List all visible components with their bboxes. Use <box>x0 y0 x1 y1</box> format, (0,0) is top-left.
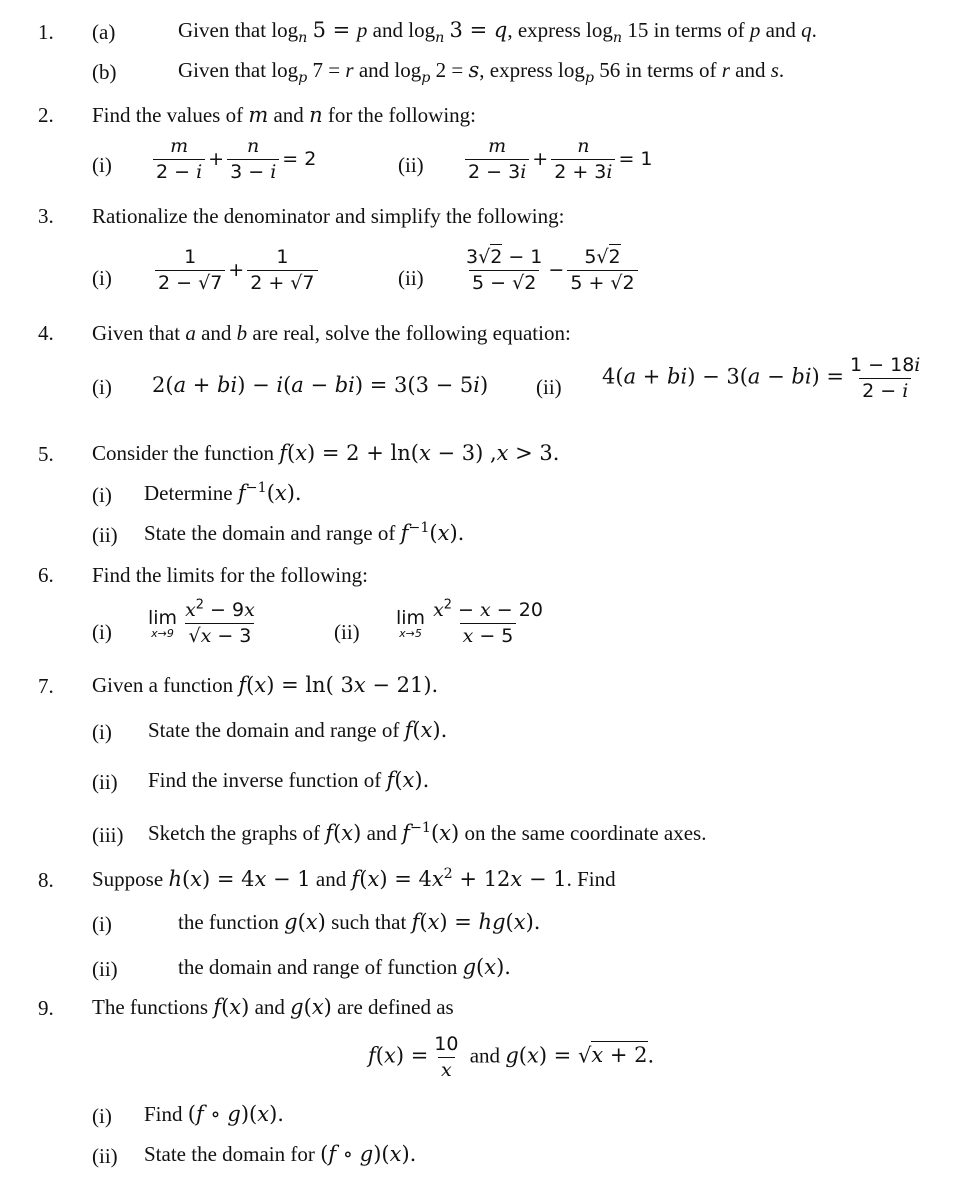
question-8i-text: the function g(x) such that f(x) = hg(x). <box>178 910 541 934</box>
part-label: (ii) <box>398 153 424 177</box>
part-label: (b) <box>92 60 117 84</box>
part-label: (a) <box>92 20 116 44</box>
question-number: 9. <box>38 996 54 1020</box>
part-label: (ii) <box>92 957 118 981</box>
limit-6ii: lim x→5 $\frac{x^2 - x - 20}{x - 5}$ <box>396 597 543 647</box>
question-number: 2. <box>38 103 54 127</box>
question-number: 1. <box>38 20 54 44</box>
part-label: (ii) <box>398 266 424 290</box>
expression-3ii: $\frac{3√2 - 1}{5 - √2}$ − $\frac{5√2}{5 + √2}$ <box>460 248 641 293</box>
part-label: (ii) <box>334 620 360 644</box>
limit-6i: lim x→9 $\frac{x^2 - 9x}{√x - 3}$ <box>148 597 255 647</box>
question-number: 6. <box>38 563 54 587</box>
part-label: (i) <box>92 375 112 399</box>
question-7iii-text: Sketch the graphs of f(x) and $f^{-1}(x)$ on the same coordinate axes. <box>148 820 707 845</box>
function-definitions: f(x) = $\frac{10}{x}$ and g(x) = √x + 2. <box>368 1033 655 1081</box>
question-stem: Given that a and b are real, solve the following equation: <box>92 321 571 345</box>
part-label: (ii) <box>92 1144 118 1168</box>
part-label: (i) <box>92 483 112 507</box>
question-stem: Find the limits for the following: <box>92 563 368 587</box>
part-label: (i) <box>92 912 112 936</box>
equation-2ii: $\frac{m}{2 - 3i}$ + $\frac{n}{2 + 3i}$ = 1 <box>462 137 653 182</box>
part-label: (i) <box>92 266 112 290</box>
part-label: (i) <box>92 153 112 177</box>
question-5i-text: Determine $f^{-1}(x)$. <box>144 480 302 505</box>
question-number: 8. <box>38 868 54 892</box>
question-number: 5. <box>38 442 54 466</box>
part-label: (iii) <box>92 823 124 847</box>
question-1a-text: Given that $\log_n 5 = p$ and $\log_n 3 = q$, express $\log_n 15$ in terms of p and q. <box>178 18 817 47</box>
question-stem: Find the values of m and n for the following: <box>92 103 476 127</box>
question-stem: Given a function f(x) = ln( 3x − 21). <box>92 673 439 697</box>
question-9i-text: Find (f ∘ g)(x). <box>144 1102 284 1126</box>
part-label: (ii) <box>92 770 118 794</box>
question-stem: Rationalize the denominator and simplify the following: <box>92 204 565 228</box>
question-number: 4. <box>38 321 54 345</box>
equation-2i: $\frac{m}{2 - i}$ + $\frac{n}{3 - i}$ = 2 <box>150 137 316 182</box>
equation-4ii: 4(a + bi) − 3(a − bi) = $\frac{1 - 18i}{2 - i}$ <box>602 354 921 402</box>
question-8ii-text: the domain and range of function g(x). <box>178 955 511 979</box>
expression-3i: $\frac{1}{2 - √7}$ + $\frac{1}{2 + √7}$ <box>152 248 321 293</box>
question-7ii-text: Find the inverse function of f(x). <box>148 768 430 792</box>
part-label: (ii) <box>92 523 118 547</box>
question-9ii-text: State the domain for (f ∘ g)(x). <box>144 1142 417 1166</box>
question-number: 3. <box>38 204 54 228</box>
question-stem: The functions f(x) and g(x) are defined as <box>92 995 454 1019</box>
question-stem: Consider the function f(x) = 2 + ln(x − 3) ,x > 3. <box>92 441 560 465</box>
part-label: (ii) <box>536 375 562 399</box>
part-label: (i) <box>92 620 112 644</box>
part-label: (i) <box>92 1104 112 1128</box>
question-5ii-text: State the domain and range of $f^{-1}(x)$. <box>144 520 465 545</box>
question-7i-text: State the domain and range of f(x). <box>148 718 448 742</box>
question-stem: Suppose h(x) = 4x − 1 and $f(x) = 4x^2 + 12x - 1$. Find <box>92 866 616 891</box>
question-1b-text: Given that $\log_p 7 = r$ and $\log_p 2 = s$, express $\log_p 56$ in terms of r and s. <box>178 58 785 87</box>
question-number: 7. <box>38 674 54 698</box>
equation-4i: 2(a + bi) − i(a − bi) = 3(3 − 5i) <box>152 373 489 397</box>
part-label: (i) <box>92 720 112 744</box>
